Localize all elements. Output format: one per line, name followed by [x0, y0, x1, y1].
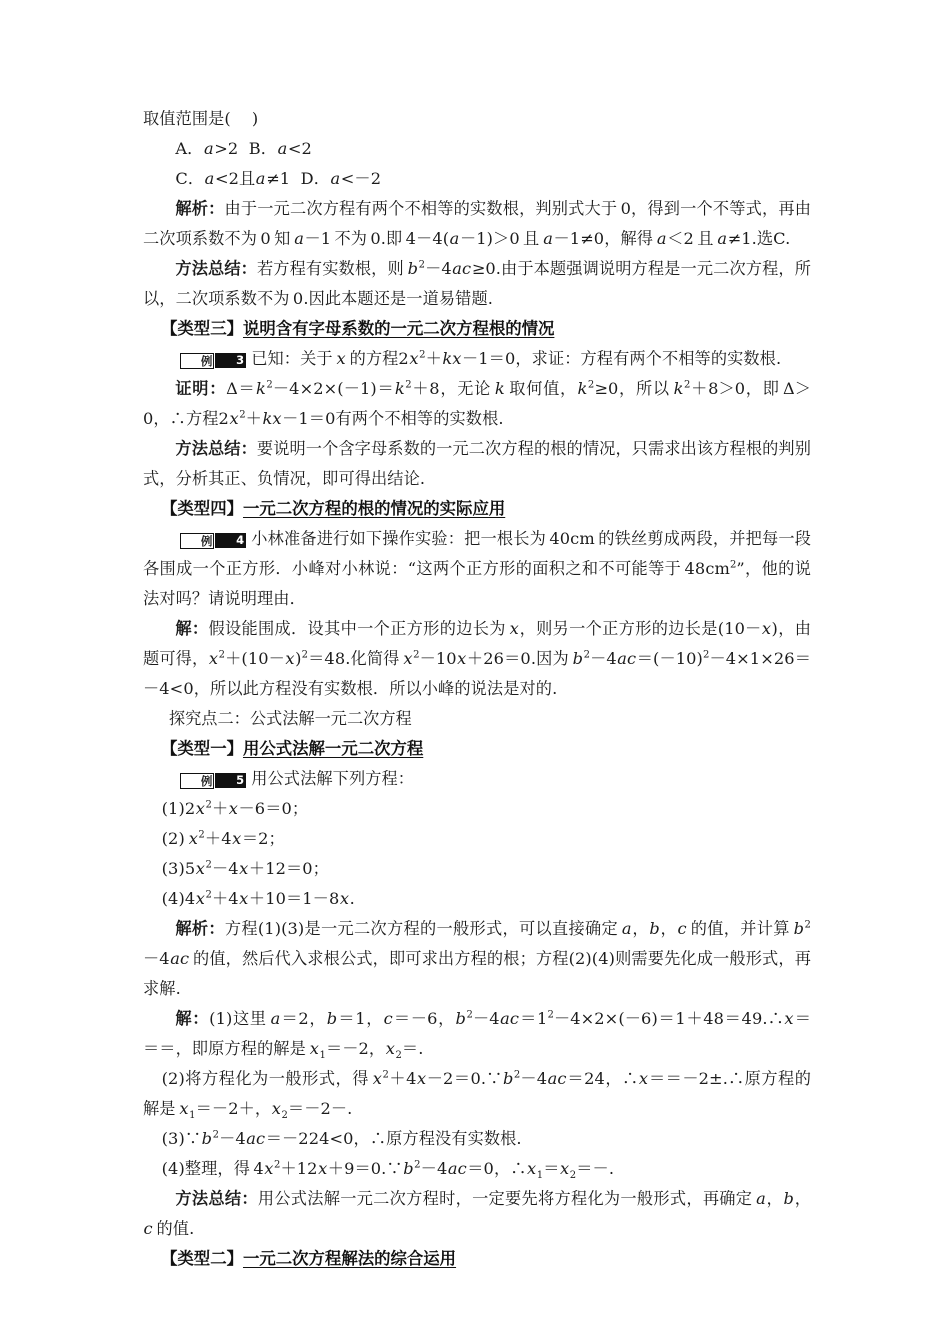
- probe-point-2: 探究点二：公式法解一元二次方程: [168, 709, 412, 728]
- solution-paragraph-5-2: (2)将方程化为一般形式，得 $x^2+4x-2=0.\because b^2-4ac=24$，∴x＝＝－2±.∴原方程的解是 $x_1=-2+$，$x_2=-2-$.: [143, 1069, 812, 1122]
- example-3-paragraph: 例 3 已知：关于 x 的方程$2x^2+kx-1=0$，求证：方程有两个不相等的实数根.: [143, 344, 811, 374]
- section-header-type-3: [143, 314, 811, 344]
- question-stem-tail: 取值范围是( ): [143, 109, 259, 128]
- section-header-type-2b: [143, 1244, 811, 1274]
- solution-paragraph-5-1: 解：(1)这里 a＝2，b＝1，c＝－6，$b^2-4ac=1^2-4\times 2\times(-6)=1+48=49.\therefore x===$，即原方程的解是 $x_1=-2$，$x_2=$.: [143, 1009, 811, 1062]
- solution-paragraph-5-3: $(3)\because b^2-4ac=-224<0$，∴原方程没有实数根.: [161, 1129, 522, 1148]
- analysis-paragraph-1: 解析：由于一元二次方程有两个不相等的实数根，判别式大于 0，得到一个不等式，再由二次项系数不为 0 知 a－1 不为 0.即 4－4(a－1)＞0 且 a－1≠0，解得 a＜2 且 a≠1.选C.: [143, 199, 811, 248]
- analysis-label: 解析：: [175, 199, 225, 218]
- type-bracket: 【类型四】: [161, 499, 243, 518]
- example-badge-5: 例 5: [162, 772, 247, 789]
- summary-label: 方法总结：: [175, 1189, 258, 1208]
- equation-item-3: $(3)5x^2-4x+12=0$；: [161, 859, 329, 878]
- type-title: 一元二次方程的根的情况的实际应用: [242, 499, 506, 518]
- section-header-type-1b: [143, 734, 811, 764]
- proof-paragraph: 证明：$\Delta=k^2-4\times 2\times(-1)=k^2+8$，无论 k 取何值，$k^2\ge 0$，所以 $k^2+8>0$，即 Δ＞0，∴方程$2x^2+kx-1=0$有两个不相等的实数根.: [143, 379, 812, 428]
- equation-item-1: $(1)2x^2+x-6=0$；: [161, 799, 309, 818]
- example-badge-4: 例 4: [162, 532, 247, 549]
- equation-item-2: (2) $x^2+4x=2$；: [161, 829, 285, 848]
- proof-label: 证明：: [175, 379, 227, 398]
- summary-paragraph-5: 方法总结：用公式法解一元二次方程时，一定要先将方程化为一般形式，再确定 a，b，c 的值.: [143, 1189, 811, 1238]
- type-bracket: 【类型一】: [161, 739, 243, 758]
- section-header-type-4: [143, 494, 811, 524]
- choice-line-ab: A．a>2 B．a<2: [175, 139, 312, 158]
- solution-label: 解：: [175, 1009, 210, 1028]
- type-bracket: 【类型三】: [161, 319, 243, 338]
- type-title: 用公式法解一元二次方程: [242, 739, 424, 758]
- solution-label: 解：: [175, 619, 209, 638]
- example-5-text: 用公式法解下列方程：: [251, 769, 415, 788]
- solution-paragraph-5-4: (4)整理，得 $4x^2+12x+9=0.\because b^2-4ac=0$，$\therefore x_1=x_2=-$.: [161, 1159, 615, 1182]
- solution-paragraph-4: 解：假设能围成．设其中一个正方形的边长为 x，则另一个正方形的边长是(10－x)，由题可得，$x^2+(10-x)^2=48$.化简得 $x^2-10x+26=0$.因为 $b^2-4ac=(-10)^2-4\times 1\times 26=-4<0$，所以此方程没有实数根．所以小峰的说法是对的.: [143, 619, 811, 698]
- type-bracket: 【类型二】: [161, 1249, 243, 1268]
- summary-label: 方法总结：: [175, 439, 257, 458]
- analysis-paragraph-5: 解析：方程(1)(3)是一元二次方程的一般形式，可以直接确定 a，b，c 的值，并计算 $b^2-4ac$ 的值，然后代入求根公式，即可求出方程的根；方程(2)(4)则需要先化成一般形式，再求解.: [143, 919, 812, 998]
- type-title: 说明含有字母系数的一元二次方程根的情况: [242, 319, 555, 338]
- equation-item-4: $(4)4x^2+4x+10=1-8x$.: [161, 889, 355, 908]
- summary-label: 方法总结：: [175, 259, 257, 278]
- summary-paragraph-1: 方法总结：若方程有实数根，则 $b^2-4ac\ge 0$.由于本题强调说明方程是一元二次方程，所以，二次项系数不为 0.因此本题还是一道易错题.: [143, 259, 811, 308]
- example-badge-3: 例 3: [162, 352, 247, 369]
- document-content: [143, 104, 811, 1274]
- summary-paragraph-3: 方法总结：要说明一个含字母系数的一元二次方程的根的情况，只需求出该方程根的判别式，分析其正、负情况，即可得出结论.: [143, 439, 812, 488]
- example-5-paragraph: [143, 764, 811, 794]
- choice-line-cd: C．a<2且a≠1 D．a<－2: [175, 169, 382, 188]
- type-title: 一元二次方程解法的综合运用: [242, 1249, 457, 1268]
- example-4-paragraph: 例 4 小林准备进行如下操作实验：把一根长为 40cm 的铁丝剪成两段，并把每一段各围成一个正方形．小峰对小林说：“这两个正方形的面积之和不可能等于 $48cm^2$”，他的说法对吗？请说明理由．: [143, 529, 811, 608]
- analysis-label: 解析：: [175, 919, 225, 938]
